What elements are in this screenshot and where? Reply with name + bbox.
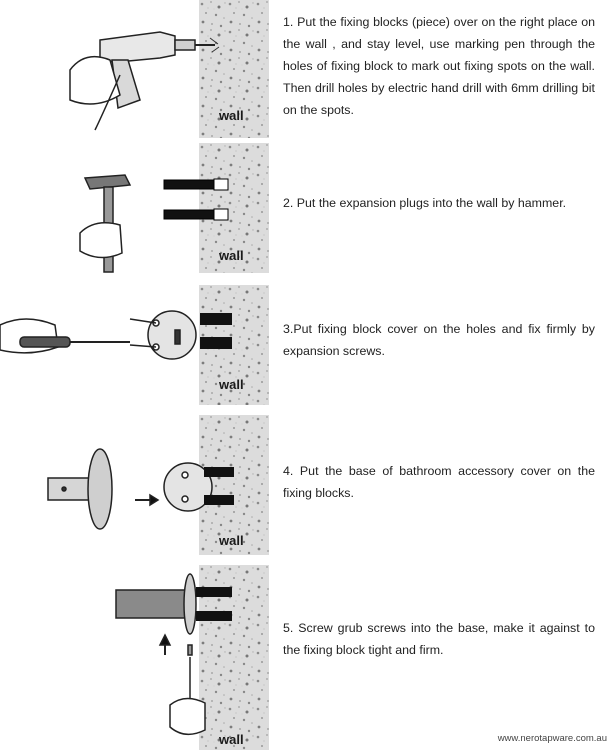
step-2	[0, 143, 615, 273]
step-1-text: 1. Put the fixing blocks (piece) over on the right place on the wall , and stay level, use marking pen through the holes of fixing block to mark out fixing spots on the wall. Then drill holes by electric hand drill with 6mm drilling bit on the spots.	[283, 15, 595, 117]
step-5	[0, 565, 615, 750]
wall-label: wall	[219, 732, 244, 747]
step-5-text: 5. Screw grub screws into the base, make it against to the fixing block tight and firm.	[283, 621, 595, 657]
step-1	[0, 0, 615, 140]
grub-screw-illustration	[0, 565, 272, 750]
wall-label: wall	[219, 108, 244, 123]
wall-label: wall	[219, 248, 244, 263]
step-3	[0, 285, 615, 405]
step-2-text: 2. Put the expansion plugs into the wall by hammer.	[283, 196, 567, 210]
step-3-text: 3.Put fixing block cover on the holes and fix firmly by expansion screws.	[283, 322, 595, 358]
step-4	[0, 415, 615, 555]
step-4-text: 4. Put the base of bathroom accessory cover on the fixing blocks.	[283, 464, 595, 500]
footer-website: www.nerotapware.com.au	[497, 733, 607, 744]
wall-label: wall	[219, 533, 244, 548]
wall-label: wall	[219, 377, 244, 392]
